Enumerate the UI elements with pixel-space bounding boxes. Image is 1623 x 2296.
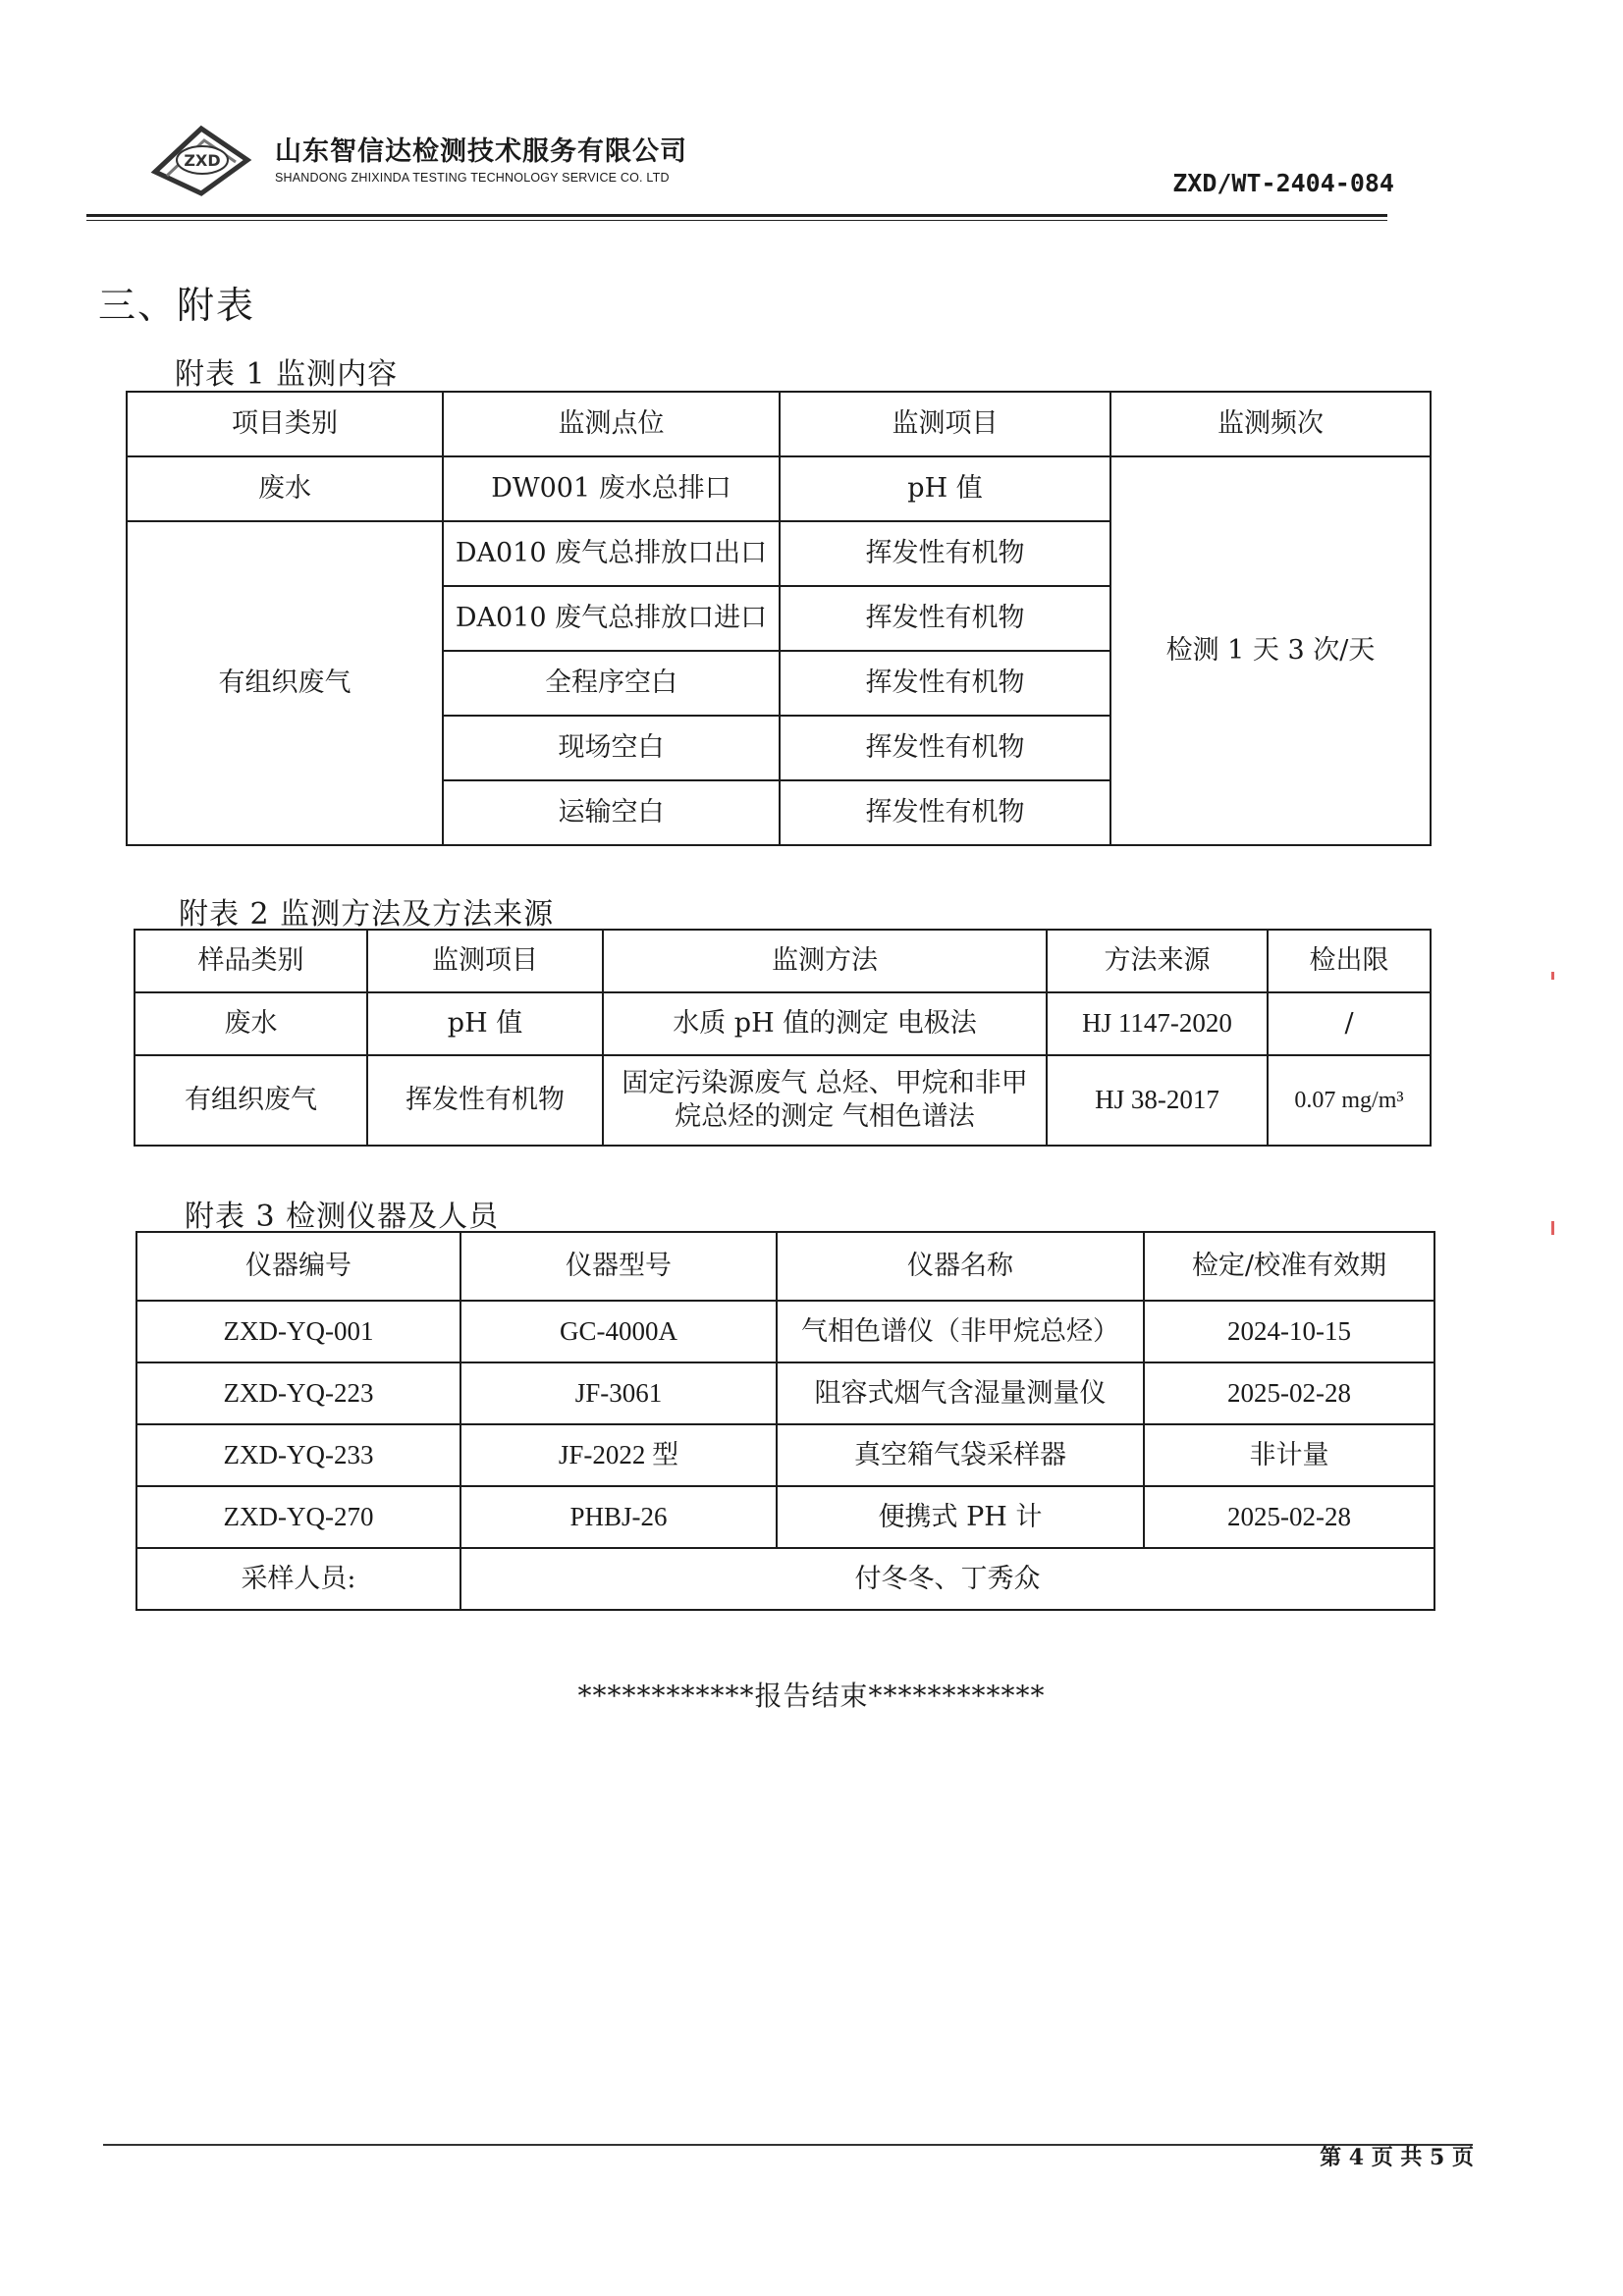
valid-date-cell: 2024-10-15 bbox=[1144, 1301, 1434, 1362]
sampler-names: 付冬冬、丁秀众 bbox=[460, 1548, 1434, 1610]
monitoring-content-table bbox=[126, 391, 1432, 846]
instrument-model-cell: PHBJ-26 bbox=[460, 1486, 777, 1548]
method-line: 固定污染源废气 总烃、甲烷和非甲 bbox=[622, 1068, 1028, 1099]
category-cell: 有组织废气 bbox=[127, 521, 443, 845]
point-cell: 现场空白 bbox=[443, 716, 780, 780]
page-number: 第 4 页 共 5 页 bbox=[1320, 2145, 1474, 2170]
section-title: 三、附表 bbox=[98, 284, 256, 327]
table2-caption: 附表 2 监测方法及方法来源 bbox=[179, 897, 555, 932]
instrument-name-cell: 便携式 PH 计 bbox=[777, 1486, 1144, 1548]
table-header-cell: 检定/校准有效期 bbox=[1144, 1232, 1434, 1301]
limit-cell: / bbox=[1268, 992, 1431, 1055]
footer-divider bbox=[103, 2144, 1473, 2146]
table-row bbox=[135, 992, 1431, 1055]
instrument-id-cell: ZXD-YQ-001 bbox=[136, 1301, 460, 1362]
instrument-model-cell: JF-2022 型 bbox=[460, 1424, 777, 1486]
point-cell: DW001 废水总排口 bbox=[443, 456, 780, 521]
logo-text: ZXD bbox=[184, 151, 221, 170]
instrument-id-cell: ZXD-YQ-223 bbox=[136, 1362, 460, 1424]
table1-caption: 附表 1 监测内容 bbox=[175, 357, 399, 392]
report-end-mark: ************报告结束************ bbox=[577, 1680, 1046, 1712]
table-header-cell: 检出限 bbox=[1268, 930, 1431, 992]
header-divider bbox=[86, 214, 1387, 217]
sampler-row bbox=[136, 1548, 1434, 1610]
source-cell: HJ 38-2017 bbox=[1047, 1055, 1268, 1146]
item-cell: 挥发性有机物 bbox=[780, 716, 1110, 780]
table-header-row bbox=[135, 930, 1431, 992]
category-cell: 废水 bbox=[135, 992, 367, 1055]
method-cell bbox=[603, 1055, 1047, 1146]
table-row bbox=[136, 1486, 1434, 1548]
table-header-cell: 监测点位 bbox=[443, 392, 780, 456]
company-logo-icon bbox=[147, 121, 255, 199]
table-header-row bbox=[136, 1232, 1434, 1301]
table-header-cell: 仪器名称 bbox=[777, 1232, 1144, 1301]
instrument-name-cell: 阻容式烟气含湿量测量仪 bbox=[777, 1362, 1144, 1424]
item-cell: 挥发性有机物 bbox=[780, 521, 1110, 586]
scan-mark bbox=[1551, 972, 1554, 980]
report-header bbox=[137, 116, 1394, 224]
point-cell: DA010 废气总排放口进口 bbox=[443, 586, 780, 651]
table-row bbox=[136, 1301, 1434, 1362]
sampler-label: 采样人员: bbox=[136, 1548, 460, 1610]
table-header-cell: 监测频次 bbox=[1110, 392, 1431, 456]
table-row bbox=[136, 1362, 1434, 1424]
frequency-cell: 检测 1 天 3 次/天 bbox=[1110, 456, 1431, 845]
instrument-model-cell: GC-4000A bbox=[460, 1301, 777, 1362]
item-cell: pH 值 bbox=[780, 456, 1110, 521]
category-cell: 废水 bbox=[127, 456, 443, 521]
table-header-cell: 仪器编号 bbox=[136, 1232, 460, 1301]
table-header-cell: 项目类别 bbox=[127, 392, 443, 456]
instrument-table bbox=[135, 1231, 1435, 1611]
item-cell: 挥发性有机物 bbox=[780, 586, 1110, 651]
scan-mark bbox=[1551, 1221, 1554, 1235]
item-cell: 挥发性有机物 bbox=[780, 651, 1110, 716]
item-cell: 挥发性有机物 bbox=[367, 1055, 603, 1146]
company-name-en: SHANDONG ZHIXINDA TESTING TECHNOLOGY SERVICE CO. LTD bbox=[275, 171, 670, 185]
table-header-cell: 仪器型号 bbox=[460, 1232, 777, 1301]
instrument-name-cell: 真空箱气袋采样器 bbox=[777, 1424, 1144, 1486]
point-cell: 运输空白 bbox=[443, 780, 780, 845]
point-cell: DA010 废气总排放口出口 bbox=[443, 521, 780, 586]
table-row bbox=[127, 456, 1431, 521]
valid-date-cell: 2025-02-28 bbox=[1144, 1362, 1434, 1424]
header-divider-thin bbox=[86, 220, 1387, 221]
table-header-cell: 监测方法 bbox=[603, 930, 1047, 992]
item-cell: 挥发性有机物 bbox=[780, 780, 1110, 845]
point-cell: 全程序空白 bbox=[443, 651, 780, 716]
company-name-cn: 山东智信达检测技术服务有限公司 bbox=[275, 136, 687, 167]
valid-date-cell: 2025-02-28 bbox=[1144, 1486, 1434, 1548]
table-header-cell: 样品类别 bbox=[135, 930, 367, 992]
table-header-cell: 监测项目 bbox=[367, 930, 603, 992]
table-header-cell: 方法来源 bbox=[1047, 930, 1268, 992]
category-cell: 有组织废气 bbox=[135, 1055, 367, 1146]
table-row bbox=[136, 1424, 1434, 1486]
instrument-id-cell: ZXD-YQ-233 bbox=[136, 1424, 460, 1486]
valid-date-cell: 非计量 bbox=[1144, 1424, 1434, 1486]
instrument-id-cell: ZXD-YQ-270 bbox=[136, 1486, 460, 1548]
item-cell: pH 值 bbox=[367, 992, 603, 1055]
method-line: 烷总烃的测定 气相色谱法 bbox=[675, 1101, 975, 1132]
table-row bbox=[135, 1055, 1431, 1146]
instrument-model-cell: JF-3061 bbox=[460, 1362, 777, 1424]
limit-cell: 0.07 mg/m³ bbox=[1268, 1055, 1431, 1146]
method-cell: 水质 pH 值的测定 电极法 bbox=[603, 992, 1047, 1055]
source-cell: HJ 1147-2020 bbox=[1047, 992, 1268, 1055]
table3-caption: 附表 3 检测仪器及人员 bbox=[185, 1200, 500, 1234]
instrument-name-cell: 气相色谱仪（非甲烷总烃） bbox=[777, 1301, 1144, 1362]
table-header-row bbox=[127, 392, 1431, 456]
monitoring-method-table bbox=[134, 929, 1432, 1147]
report-number: ZXD/WT-2404-084 bbox=[1172, 169, 1394, 197]
table-header-cell: 监测项目 bbox=[780, 392, 1110, 456]
